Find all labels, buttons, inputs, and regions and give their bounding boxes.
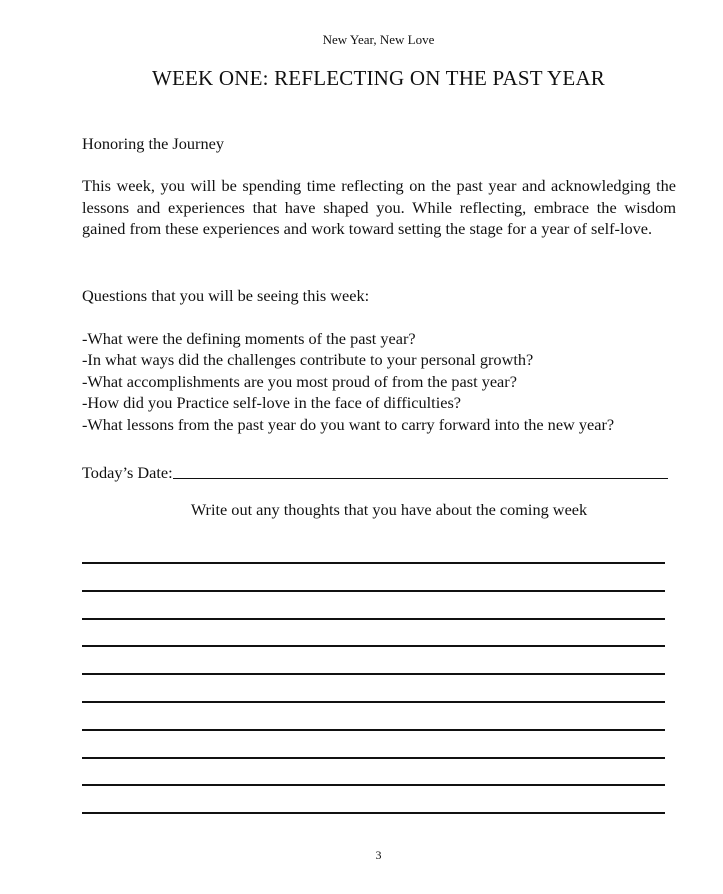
questions-list xyxy=(82,328,692,435)
writing-line[interactable] xyxy=(82,701,665,703)
running-header: New Year, New Love xyxy=(322,32,435,47)
question-item: -What accomplishments are you most proud of from the past year? xyxy=(82,371,517,391)
section-heading: Honoring the Journey xyxy=(82,134,224,153)
writing-line[interactable] xyxy=(82,812,665,814)
writing-line[interactable] xyxy=(82,562,665,564)
writing-lines-area[interactable] xyxy=(82,562,665,840)
question-item: -What were the defining moments of the past year? xyxy=(82,329,416,348)
question-item: -In what ways did the challenges contribute to your personal growth? xyxy=(82,350,534,370)
writing-line[interactable] xyxy=(82,673,665,675)
writing-prompt: Write out any thoughts that you have about the coming week xyxy=(190,500,588,519)
question-item: -What lessons from the past year do you want to carry forward into the new year? xyxy=(82,414,615,434)
page-title: WEEK ONE: REFLECTING ON THE PAST YEAR xyxy=(151,66,606,90)
page-number: 3 xyxy=(375,848,382,862)
date-label: Today’s Date: xyxy=(82,463,173,482)
questions-intro: Questions that you will be seeing this week: xyxy=(82,286,370,305)
intro-paragraph: This week, you will be spending time reflecting on the past year and acknowledging the lessons and experiences that have shaped you. While reflecting, embrace the wisdom gained from these experiences and work toward setting the stage for a year of self-love. xyxy=(82,176,676,238)
date-blank-line[interactable] xyxy=(173,457,668,479)
date-field-row xyxy=(82,457,668,483)
writing-line[interactable] xyxy=(82,784,665,786)
writing-line[interactable] xyxy=(82,590,665,592)
question-item: -How did you Practice self-love in the face of difficulties? xyxy=(82,393,462,413)
writing-line[interactable] xyxy=(82,645,665,647)
writing-line[interactable] xyxy=(82,729,665,731)
writing-line[interactable] xyxy=(82,618,665,620)
writing-line[interactable] xyxy=(82,757,665,759)
